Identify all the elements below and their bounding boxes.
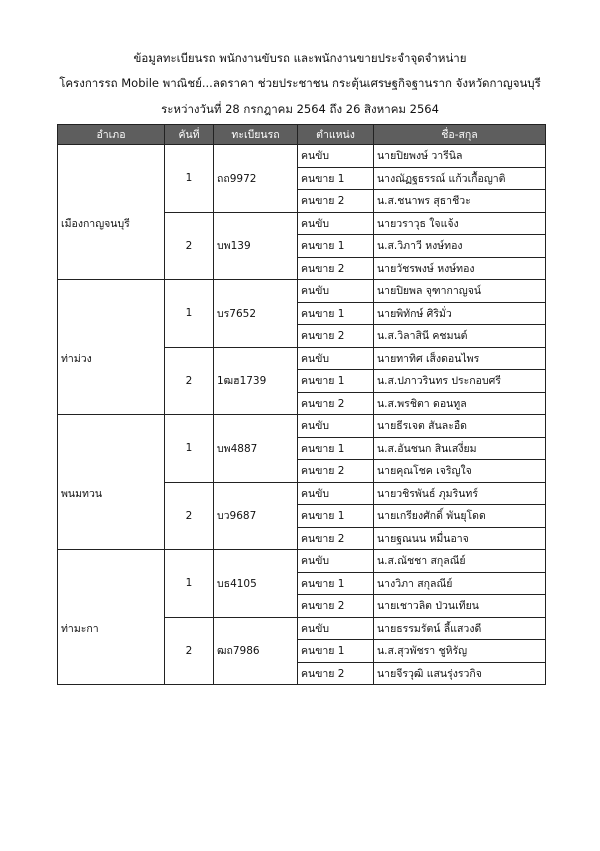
vehicle-no-cell: 1	[165, 415, 214, 483]
person-name-cell: น.ส.วิลาสินี คชมนต์	[374, 325, 546, 348]
vehicle-no-cell: 2	[165, 617, 214, 685]
role-cell: คนขับ	[298, 482, 374, 505]
person-name-cell: น.ส.ณัชชา สกุลณีย์	[374, 550, 546, 573]
role-cell: คนขาย 1	[298, 572, 374, 595]
role-cell: คนขาย 1	[298, 235, 374, 258]
role-cell: คนขาย 1	[298, 640, 374, 663]
district-cell	[58, 550, 165, 685]
person-name-cell: นายจีรวุฒิ แสนรุ่งรวกิจ	[374, 662, 546, 685]
plate-cell: บว9687	[214, 482, 298, 550]
district-name: พนมทวน	[61, 487, 103, 500]
table-row	[58, 145, 546, 168]
plate-cell: บธ4105	[214, 550, 298, 618]
plate-cell: ฒถ7986	[214, 617, 298, 685]
role-cell: คนขาย 2	[298, 325, 374, 348]
person-name-cell: นายฐณนน หมื่นอาจ	[374, 527, 546, 550]
table-header-row	[58, 125, 546, 145]
header-vehicle-no: คันที่	[165, 125, 214, 145]
document-title: ข้อมูลทะเบียนรถ พนักงานขับรถ และพนักงานขายประจำจุดจำหน่าย	[133, 51, 467, 65]
role-cell: คนขาย 2	[298, 662, 374, 685]
plate-cell: บพ4887	[214, 415, 298, 483]
role-cell: คนขาย 1	[298, 437, 374, 460]
role-cell: คนขาย 2	[298, 460, 374, 483]
person-name-cell: นายทาทิศ เส็งดอนไพร	[374, 347, 546, 370]
role-cell: คนขาย 1	[298, 302, 374, 325]
person-name-cell: นายปิยพล จุฑากาญจน์	[374, 280, 546, 303]
plate-cell: บร7652	[214, 280, 298, 348]
header-plate: ทะเบียนรถ	[214, 125, 298, 145]
role-cell: คนขาย 1	[298, 167, 374, 190]
plate-cell: ถถ9972	[214, 145, 298, 213]
vehicle-staff-table	[57, 124, 546, 685]
district-cell	[58, 415, 165, 550]
plate-cell: 1ฒฮ1739	[214, 347, 298, 415]
person-name-cell: นายวชิรพันธ์ ภุมรินทร์	[374, 482, 546, 505]
vehicle-no-cell: 1	[165, 145, 214, 213]
role-cell: คนขับ	[298, 617, 374, 640]
table-body	[58, 145, 546, 685]
person-name-cell: น.ส.อันชนก สินเสงี่ยม	[374, 437, 546, 460]
district-name: ท่าม่วง	[61, 352, 92, 365]
role-cell: คนขาย 1	[298, 370, 374, 393]
person-name-cell: นายวราวุธ ใจแจ้ง	[374, 212, 546, 235]
person-name-cell: น.ส.ปภาวรินทร ประกอบศรี	[374, 370, 546, 393]
person-name-cell: นางวิภา สกุลณีย์	[374, 572, 546, 595]
person-name-cell: นายคุณโชค เจริญใจ	[374, 460, 546, 483]
role-cell: คนขาย 2	[298, 527, 374, 550]
date-range: ระหว่างวันที่ 28 กรกฎาคม 2564 ถึง 26 สิงหาคม 2564	[161, 102, 439, 116]
table-row	[58, 550, 546, 573]
role-cell: คนขาย 2	[298, 257, 374, 280]
vehicle-no-cell: 2	[165, 212, 214, 280]
person-name-cell: นายปิยพงษ์ วารีนิล	[374, 145, 546, 168]
role-cell: คนขาย 2	[298, 190, 374, 213]
role-cell: คนขาย 1	[298, 505, 374, 528]
district-cell	[58, 145, 165, 280]
header-name: ชื่อ-สกุล	[374, 125, 546, 145]
person-name-cell: นายพิทักษ์ ศิริมั่ว	[374, 302, 546, 325]
plate-cell: บพ139	[214, 212, 298, 280]
header-role: ตำแหน่ง	[298, 125, 374, 145]
role-cell: คนขาย 2	[298, 595, 374, 618]
project-subtitle: โครงการรถ Mobile พาณิชย์...ลดราคา ช่วยประชาชน กระตุ้นเศรษฐกิจฐานราก จังหวัดกาญจนบุรี	[59, 76, 541, 90]
district-name: ท่ามะกา	[61, 622, 99, 635]
table-row	[58, 415, 546, 438]
person-name-cell: นายเชาวลิต ป่วนเทียน	[374, 595, 546, 618]
person-name-cell: น.ส.พรชิตา ดอนทูล	[374, 392, 546, 415]
role-cell: คนขับ	[298, 347, 374, 370]
person-name-cell: นายวัชรพงษ์ หงษ์ทอง	[374, 257, 546, 280]
district-cell	[58, 280, 165, 415]
role-cell: คนขับ	[298, 415, 374, 438]
vehicle-no-cell: 1	[165, 280, 214, 348]
person-name-cell: น.ส.วิภาวี หงษ์ทอง	[374, 235, 546, 258]
district-name: เมืองกาญจนบุรี	[61, 217, 130, 230]
table-row	[58, 280, 546, 303]
person-name-cell: นายธีรเจต สันละอืด	[374, 415, 546, 438]
person-name-cell: น.ส.ชนาพร สุธาชีวะ	[374, 190, 546, 213]
person-name-cell: น.ส.สุวพัชรา ชูหิรัญ	[374, 640, 546, 663]
role-cell: คนขับ	[298, 550, 374, 573]
vehicle-no-cell: 1	[165, 550, 214, 618]
vehicle-no-cell: 2	[165, 347, 214, 415]
person-name-cell: นายธรรมรัตน์ ลี้แสวงดี	[374, 617, 546, 640]
role-cell: คนขับ	[298, 280, 374, 303]
role-cell: คนขาย 2	[298, 392, 374, 415]
vehicle-no-cell: 2	[165, 482, 214, 550]
header-district: อำเภอ	[58, 125, 165, 145]
person-name-cell: นายเกรียงศักดิ์ พันยุโดด	[374, 505, 546, 528]
person-name-cell: นางณัฏฐธรรณ์ แก้วเกื้อญาติ	[374, 167, 546, 190]
role-cell: คนขับ	[298, 145, 374, 168]
role-cell: คนขับ	[298, 212, 374, 235]
